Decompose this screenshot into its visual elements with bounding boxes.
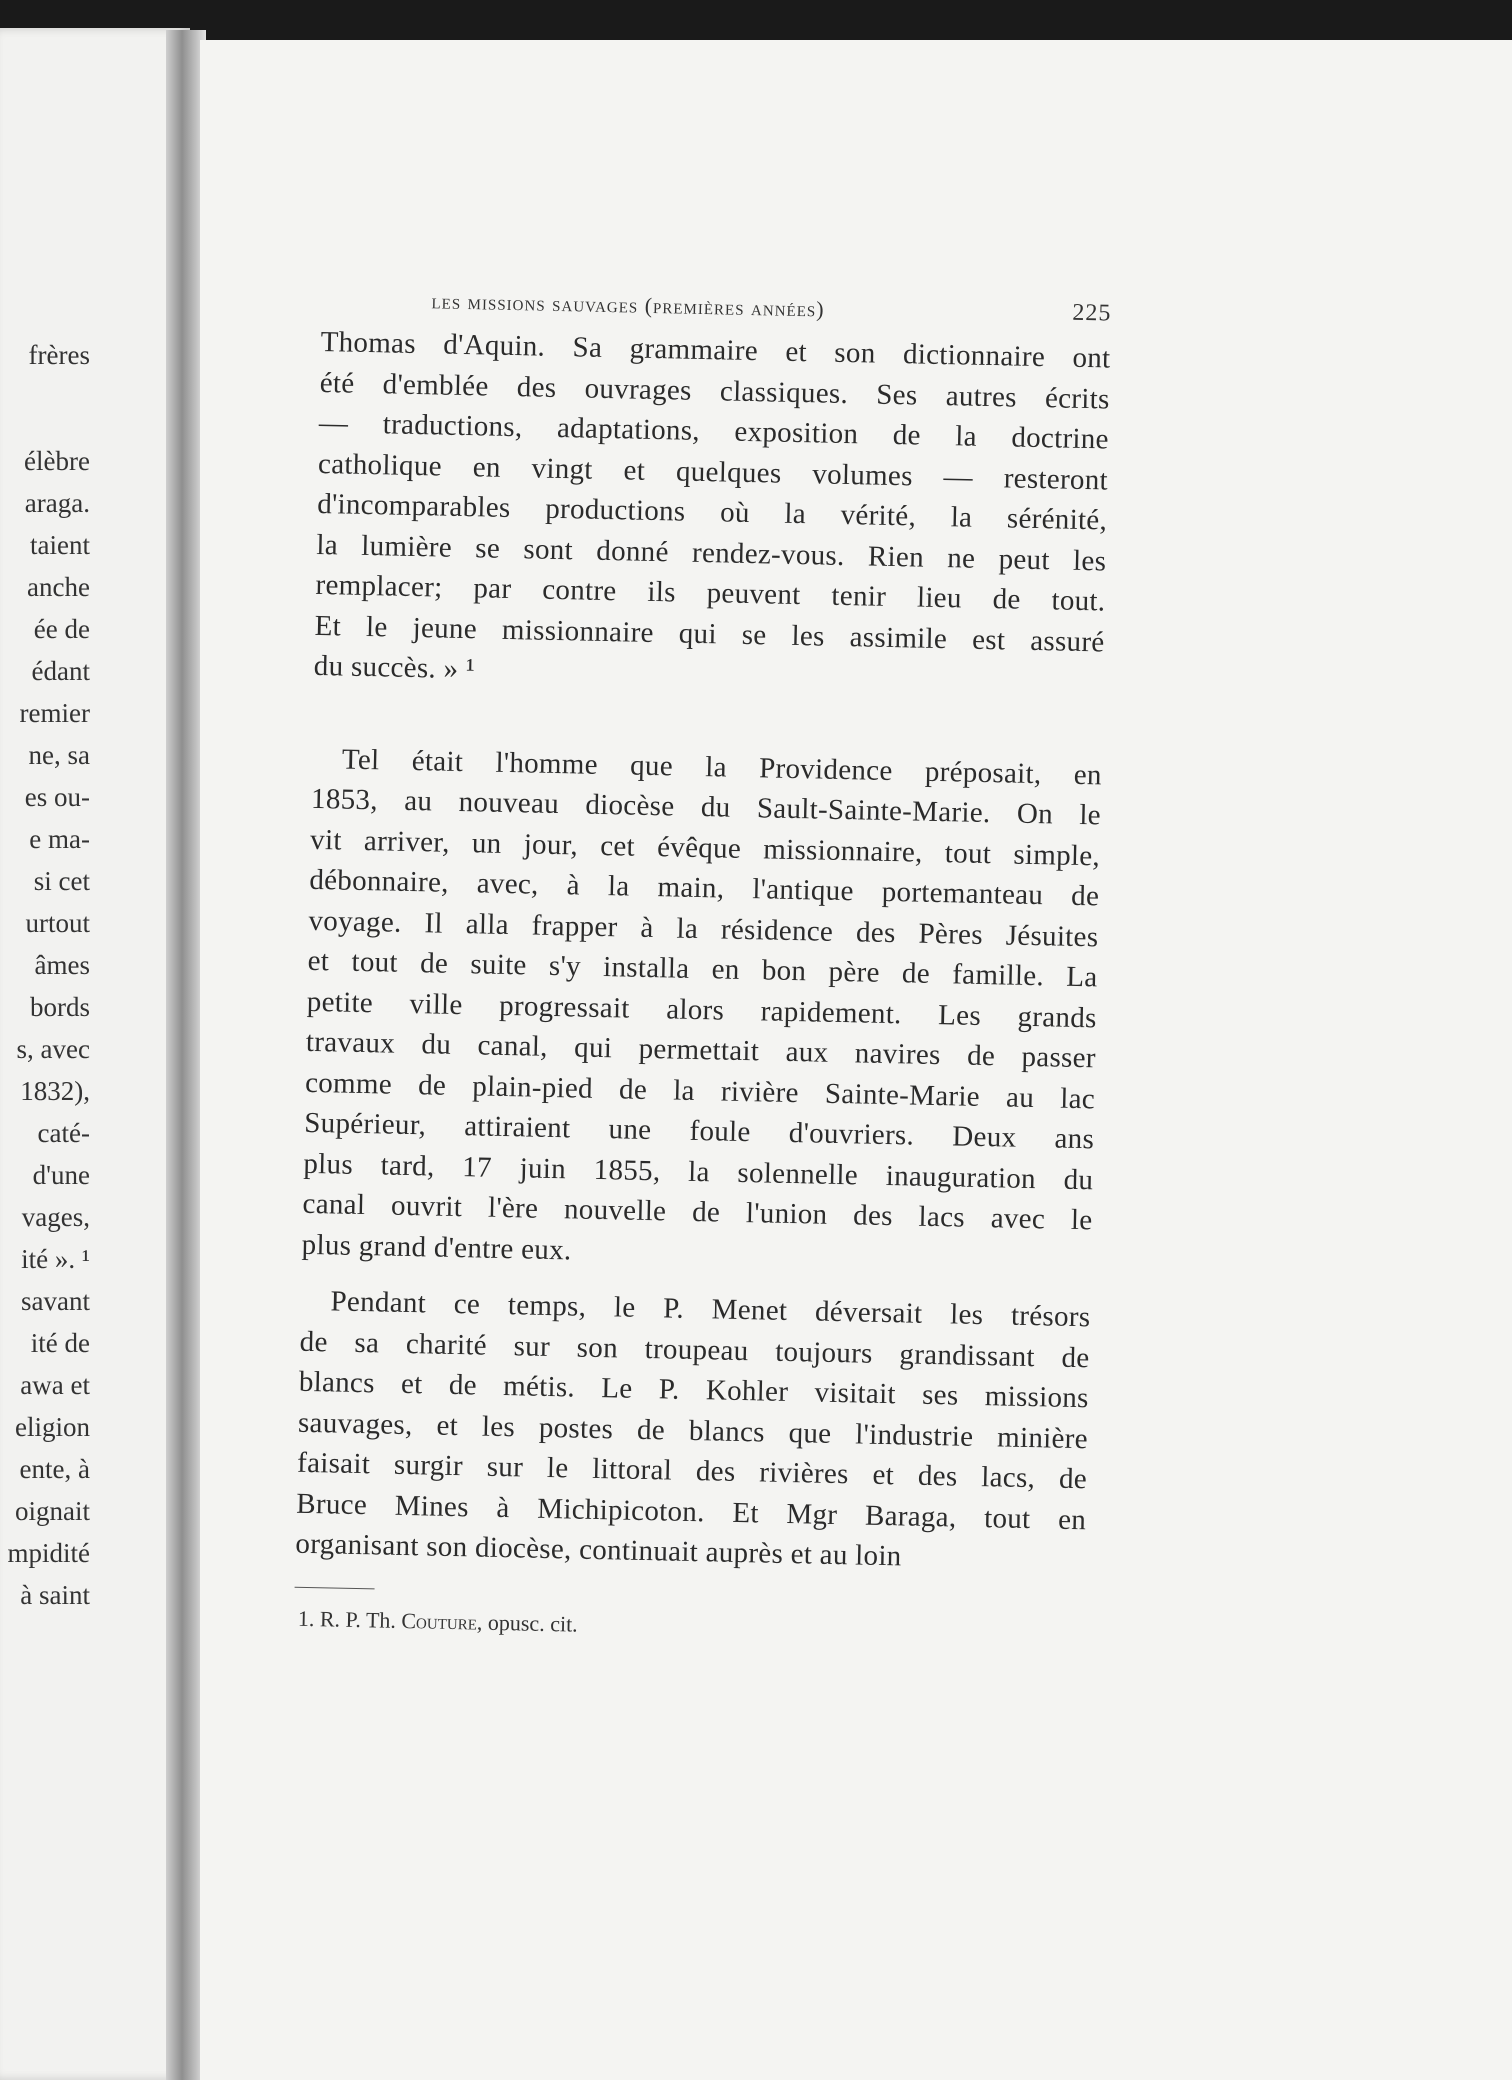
left-page-line bbox=[34, 860, 90, 902]
text-line: de sa charité sur son troupeau toujours grandissant de bbox=[299, 1325, 1090, 1374]
text-line: organisant son diocèse, continuait auprès et au loin bbox=[295, 1527, 902, 1573]
text-line: petite ville progressait alors rapidement. Les grands bbox=[306, 985, 1098, 1034]
text-line: comme de plain-pied de la rivière Sainte-Marie au lac bbox=[304, 1066, 1096, 1115]
text-line: Bruce Mines à Michipicoton. Et Mgr Baraga, tout en bbox=[296, 1487, 1087, 1536]
left-page-line-text: awa et bbox=[20, 1370, 90, 1400]
left-page-line-text: araga. bbox=[24, 488, 90, 518]
footnote-source: , opusc. cit. bbox=[476, 1609, 578, 1637]
text-line: catholique en vingt et quelques volumes — resteront bbox=[317, 447, 1109, 497]
left-page-line bbox=[8, 1532, 91, 1574]
text-line: Et le jeune missionnaire qui se les assimile est assuré bbox=[314, 609, 1105, 658]
left-page-line-text: édant bbox=[31, 656, 90, 686]
text-line: Thomas d'Aquin. Sa grammaire et son dictionnaire ont bbox=[320, 325, 1111, 375]
text-line: Tel était l'homme que la Providence préposait, en bbox=[341, 743, 1103, 791]
left-page-line bbox=[20, 692, 90, 734]
text-line: 1853, au nouveau diocèse du Sault-Sainte-Marie. On le bbox=[310, 782, 1102, 832]
left-page-line bbox=[25, 776, 90, 818]
text-line: d'incomparables productions où la vérité, la sérénité, bbox=[316, 487, 1108, 537]
text-line: plus tard, 17 juin 1855, la solennelle inauguration du bbox=[303, 1147, 1094, 1196]
text-line: blancs et de métis. Le P. Kohler visitait ses missions bbox=[298, 1365, 1090, 1415]
text-line: remplacer; par contre ils peuvent tenir lieu de tout. bbox=[315, 568, 1106, 618]
left-page-line-text: remier bbox=[19, 698, 90, 728]
left-page-line-text: mpidité bbox=[7, 1538, 90, 1568]
text-line: du succès. » ¹ bbox=[313, 649, 476, 686]
left-page-line-text: frères bbox=[28, 340, 90, 370]
left-page-line bbox=[29, 734, 90, 776]
text-line: Pendant ce temps, le P. Menet déversait les trésors bbox=[330, 1285, 1091, 1334]
footnote-marker: 1. bbox=[297, 1605, 315, 1631]
text-line: et tout de suite s'y installa en bon père de famille. La bbox=[307, 944, 1098, 994]
footnote-author-prefix: R. P. Th. bbox=[319, 1605, 397, 1633]
left-page-line-text: ité de bbox=[30, 1328, 90, 1358]
left-page-line bbox=[24, 440, 90, 482]
left-page-line-text: ité ». ¹ bbox=[21, 1244, 90, 1274]
left-page-line-text: eligion bbox=[15, 1412, 90, 1442]
left-page-line bbox=[35, 944, 90, 986]
left-page-line bbox=[26, 902, 91, 944]
paragraph-1 bbox=[313, 322, 1110, 703]
text-line: Supérieur, attiraient une foule d'ouvriers. Deux ans bbox=[303, 1106, 1095, 1156]
footnote-author-name: Couture bbox=[401, 1607, 478, 1635]
left-page-line bbox=[29, 334, 90, 376]
left-page bbox=[0, 28, 190, 2080]
left-page-line-text: âmes bbox=[34, 950, 90, 980]
left-page-line bbox=[15, 1406, 90, 1448]
text-line: plus grand d'entre eux. bbox=[301, 1228, 572, 1266]
text-line: débonnaire, avec, à la main, l'antique portemanteau de bbox=[309, 863, 1100, 913]
text-line: sauvages, et les postes de blancs que l'industrie minière bbox=[297, 1406, 1089, 1455]
paragraph-2 bbox=[301, 738, 1102, 1281]
text-line: faisait surgir sur le littoral des rivières et des lacs, de bbox=[296, 1446, 1088, 1496]
running-head-title: les missions sauvages (premières années) bbox=[431, 288, 825, 322]
left-page-line bbox=[27, 566, 90, 608]
left-page-line-text: caté- bbox=[37, 1118, 90, 1148]
left-page-line bbox=[15, 1490, 90, 1532]
text-line: été d'emblée des ouvrages classiques. Ses autres écrits bbox=[319, 366, 1110, 416]
footnote bbox=[294, 1603, 1084, 1650]
left-page-line-text: urtout bbox=[25, 908, 90, 938]
left-page-line bbox=[21, 1280, 90, 1322]
left-page-line bbox=[21, 1238, 90, 1280]
left-page-line-text: taient bbox=[30, 530, 90, 560]
left-page-line-text: savant bbox=[21, 1286, 90, 1316]
left-page-line-text: à saint bbox=[20, 1580, 90, 1610]
left-page-line bbox=[38, 1112, 90, 1154]
left-page-line bbox=[20, 1448, 90, 1490]
left-page-line-text: es ou- bbox=[24, 782, 90, 812]
text-line: voyage. Il alla frapper à la résidence des Pères Jésuites bbox=[308, 904, 1099, 953]
left-page-line-text: d'une bbox=[32, 1160, 90, 1190]
text-line: la lumière se sont donné rendez-vous. Rien ne peut les bbox=[316, 528, 1107, 577]
footnote-rule bbox=[295, 1586, 375, 1589]
left-page-line-text: ée de bbox=[33, 614, 90, 644]
left-page-line bbox=[20, 1364, 90, 1406]
page-content bbox=[294, 278, 1112, 1650]
left-page-line bbox=[34, 608, 90, 650]
left-page-line bbox=[20, 1070, 90, 1112]
left-page-line-text: élèbre bbox=[24, 446, 90, 476]
left-page-line bbox=[17, 1028, 90, 1070]
left-page-line bbox=[20, 1574, 90, 1616]
text-line: — traductions, adaptations, exposition de la doctrine bbox=[318, 406, 1110, 456]
left-page-line-text: ente, à bbox=[19, 1454, 90, 1484]
left-page-line-text: anche bbox=[27, 572, 90, 602]
left-page-line bbox=[22, 1196, 90, 1238]
left-page-line bbox=[32, 650, 90, 692]
page-number: 225 bbox=[1072, 299, 1112, 327]
left-page-line-text: bords bbox=[30, 992, 90, 1022]
text-line: canal ouvrit l'ère nouvelle de l'union des lacs avec le bbox=[302, 1187, 1093, 1237]
left-page-line-text: si cet bbox=[33, 866, 90, 896]
left-page-line bbox=[33, 1154, 90, 1196]
paragraph-3 bbox=[295, 1281, 1091, 1581]
left-page-line bbox=[30, 524, 90, 566]
left-page-line bbox=[25, 482, 90, 524]
left-page-line-text: oignait bbox=[15, 1496, 90, 1526]
left-page-line bbox=[31, 1322, 90, 1364]
text-line: vit arriver, un jour, cet évêque missionnaire, tout simple, bbox=[309, 823, 1101, 872]
left-page-line-text: e ma- bbox=[29, 824, 90, 854]
left-page-line-text: 1832), bbox=[20, 1076, 90, 1106]
right-page bbox=[200, 40, 1512, 2080]
text-line: travaux du canal, qui permettait aux navires de passer bbox=[305, 1025, 1097, 1075]
left-page-line-text: ne, sa bbox=[28, 740, 90, 770]
left-page-line-text: s, avec bbox=[16, 1034, 90, 1064]
left-page-line bbox=[30, 986, 90, 1028]
left-page-line bbox=[29, 818, 90, 860]
left-page-line-text: vages, bbox=[21, 1202, 90, 1232]
